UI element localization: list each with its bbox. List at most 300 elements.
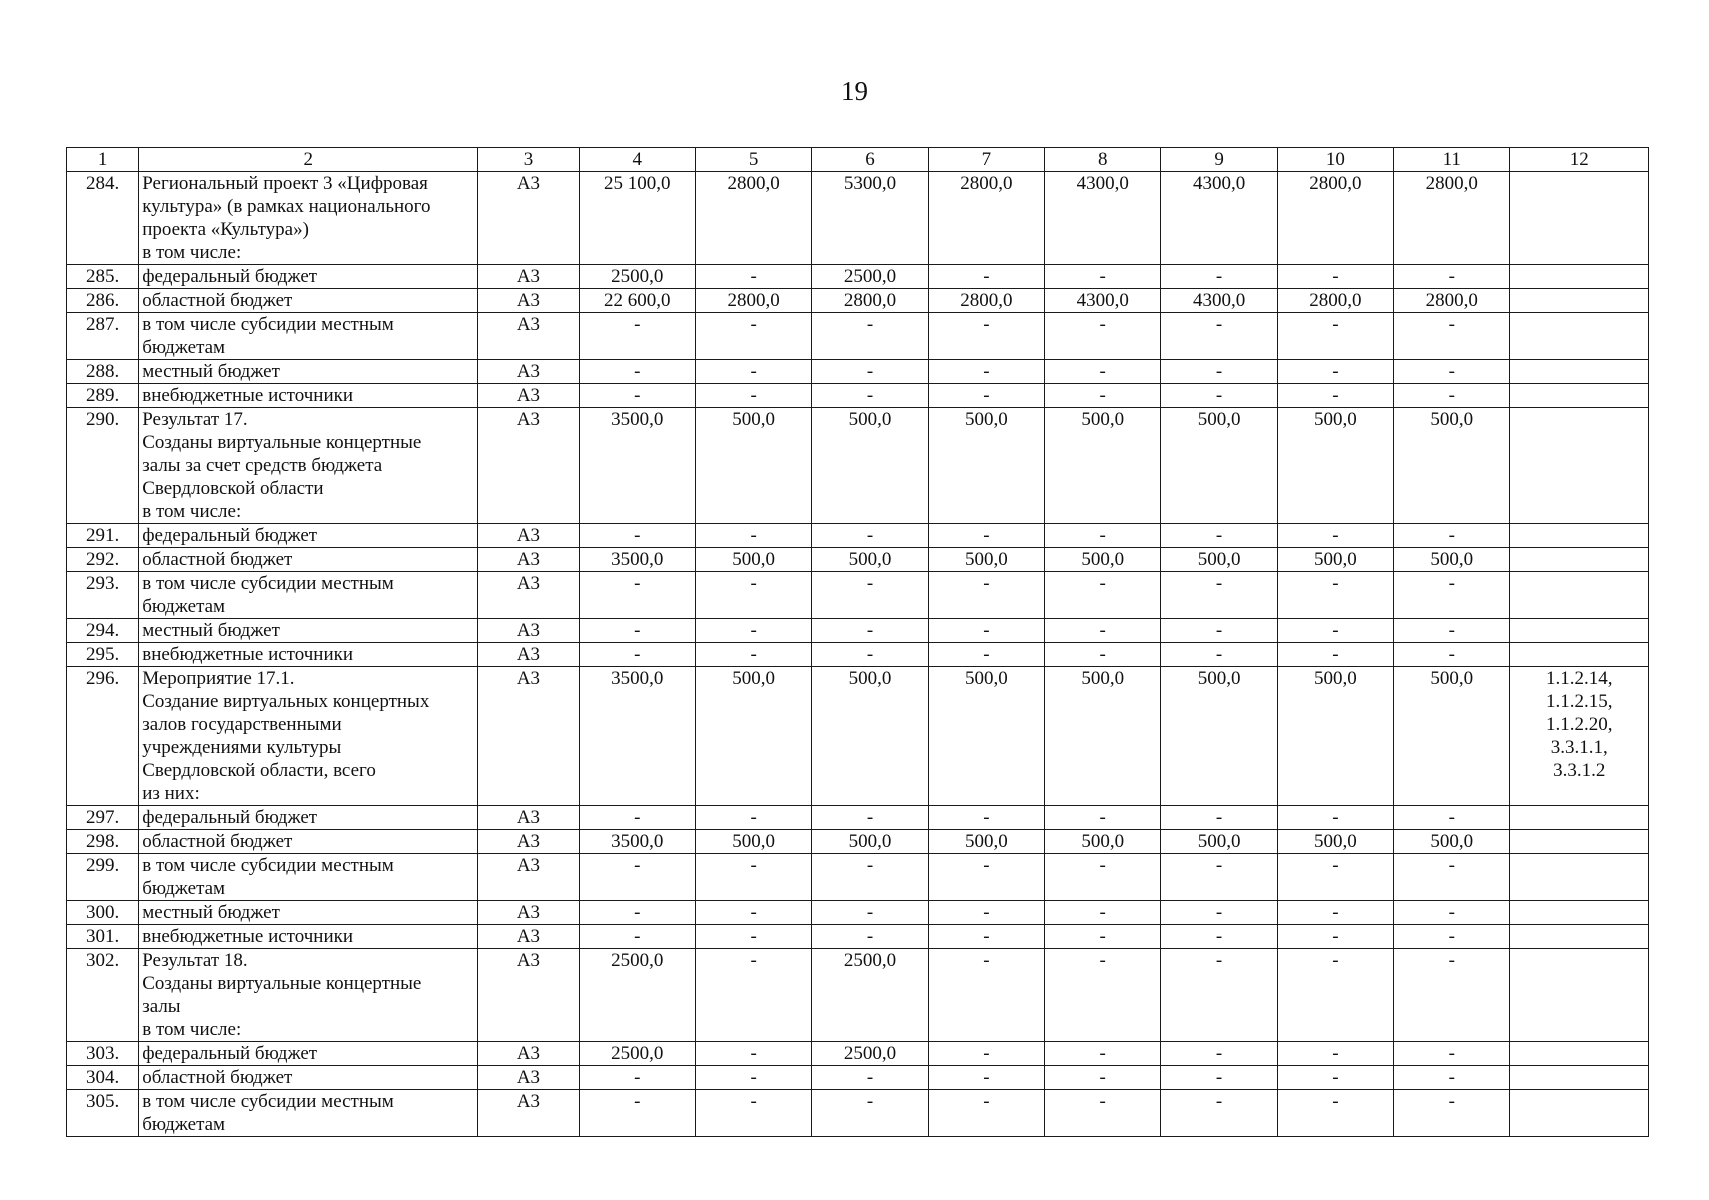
row-reference-cell — [1510, 1066, 1649, 1090]
value-cell: 500,0 — [1394, 408, 1510, 524]
value-cell: 3500,0 — [579, 667, 695, 806]
value-cell: - — [695, 901, 811, 925]
row-reference-cell — [1510, 572, 1649, 619]
value-cell: 500,0 — [1277, 667, 1393, 806]
value-cell: 22 600,0 — [579, 289, 695, 313]
row-name-cell: федеральный бюджет — [139, 806, 478, 830]
value-cell: - — [1277, 619, 1393, 643]
value-cell: - — [928, 384, 1044, 408]
table-row — [67, 667, 1649, 806]
value-cell: - — [1161, 1066, 1277, 1090]
column-header: 3 — [478, 148, 579, 172]
value-cell: - — [1045, 1066, 1161, 1090]
row-code-cell: А3 — [478, 1042, 579, 1066]
value-cell: 2800,0 — [812, 289, 928, 313]
value-cell: 2500,0 — [812, 949, 928, 1042]
value-cell: - — [579, 854, 695, 901]
value-cell: - — [1394, 313, 1510, 360]
row-name-cell: в том числе субсидии местным бюджетам — [139, 313, 478, 360]
value-cell: 2800,0 — [695, 172, 811, 265]
value-cell: 2800,0 — [1277, 289, 1393, 313]
row-name-cell: местный бюджет — [139, 901, 478, 925]
value-cell: - — [1045, 619, 1161, 643]
value-cell: - — [812, 384, 928, 408]
value-cell: 2500,0 — [812, 1042, 928, 1066]
value-cell: - — [1394, 384, 1510, 408]
table-row — [67, 524, 1649, 548]
row-reference-cell — [1510, 619, 1649, 643]
row-number-cell: 295. — [67, 643, 139, 667]
row-code-cell: А3 — [478, 313, 579, 360]
table-row — [67, 949, 1649, 1042]
value-cell: - — [1394, 1042, 1510, 1066]
value-cell: - — [579, 313, 695, 360]
row-reference-cell — [1510, 360, 1649, 384]
value-cell: - — [695, 806, 811, 830]
value-cell: - — [1394, 360, 1510, 384]
value-cell: 500,0 — [1045, 408, 1161, 524]
value-cell: - — [695, 619, 811, 643]
row-code-cell: А3 — [478, 854, 579, 901]
row-number-cell: 285. — [67, 265, 139, 289]
value-cell: - — [695, 360, 811, 384]
row-reference-cell — [1510, 925, 1649, 949]
row-number-cell: 296. — [67, 667, 139, 806]
value-cell: - — [695, 384, 811, 408]
value-cell: - — [1277, 265, 1393, 289]
value-cell: - — [1161, 854, 1277, 901]
row-name-cell: областной бюджет — [139, 1066, 478, 1090]
row-reference-cell — [1510, 806, 1649, 830]
value-cell: 500,0 — [928, 548, 1044, 572]
row-reference-cell — [1510, 384, 1649, 408]
value-cell: 4300,0 — [1161, 289, 1277, 313]
column-header: 9 — [1161, 148, 1277, 172]
value-cell: 500,0 — [812, 548, 928, 572]
value-cell: - — [928, 572, 1044, 619]
value-cell: - — [1161, 925, 1277, 949]
value-cell: - — [579, 643, 695, 667]
value-cell: - — [1277, 313, 1393, 360]
row-code-cell: А3 — [478, 524, 579, 548]
table-row — [67, 1090, 1649, 1137]
value-cell: - — [928, 265, 1044, 289]
value-cell: 500,0 — [1394, 830, 1510, 854]
row-number-cell: 305. — [67, 1090, 139, 1137]
row-code-cell: А3 — [478, 1066, 579, 1090]
column-header: 12 — [1510, 148, 1649, 172]
column-header: 1 — [67, 148, 139, 172]
value-cell: - — [928, 1090, 1044, 1137]
value-cell: 4300,0 — [1161, 172, 1277, 265]
table-body — [67, 172, 1649, 1137]
value-cell: - — [579, 572, 695, 619]
value-cell: 500,0 — [1161, 667, 1277, 806]
row-name-cell: местный бюджет — [139, 619, 478, 643]
row-reference-cell — [1510, 854, 1649, 901]
value-cell: - — [1161, 901, 1277, 925]
row-number-cell: 284. — [67, 172, 139, 265]
value-cell: 2500,0 — [812, 265, 928, 289]
value-cell: - — [1394, 619, 1510, 643]
row-code-cell: А3 — [478, 925, 579, 949]
row-name-cell: внебюджетные источники — [139, 925, 478, 949]
table-row — [67, 1042, 1649, 1066]
value-cell: 500,0 — [928, 667, 1044, 806]
row-code-cell: А3 — [478, 619, 579, 643]
value-cell: - — [579, 1066, 695, 1090]
row-reference-cell — [1510, 408, 1649, 524]
value-cell: - — [812, 572, 928, 619]
value-cell: - — [812, 854, 928, 901]
value-cell: 500,0 — [1161, 830, 1277, 854]
value-cell: - — [1161, 619, 1277, 643]
value-cell: - — [695, 1042, 811, 1066]
row-number-cell: 286. — [67, 289, 139, 313]
value-cell: - — [1045, 1042, 1161, 1066]
value-cell: - — [579, 524, 695, 548]
value-cell: 500,0 — [928, 408, 1044, 524]
value-cell: - — [1394, 854, 1510, 901]
table-row — [67, 925, 1649, 949]
value-cell: - — [928, 806, 1044, 830]
value-cell: 500,0 — [1161, 548, 1277, 572]
value-cell: - — [812, 1090, 928, 1137]
value-cell: - — [812, 313, 928, 360]
value-cell: - — [1045, 901, 1161, 925]
value-cell: 2500,0 — [579, 949, 695, 1042]
table-row — [67, 289, 1649, 313]
row-number-cell: 288. — [67, 360, 139, 384]
row-name-cell: местный бюджет — [139, 360, 478, 384]
table-row — [67, 806, 1649, 830]
row-code-cell: А3 — [478, 667, 579, 806]
row-code-cell: А3 — [478, 548, 579, 572]
column-number-row — [67, 148, 1649, 172]
row-code-cell: А3 — [478, 360, 579, 384]
row-name-cell: федеральный бюджет — [139, 265, 478, 289]
value-cell: 2800,0 — [928, 289, 1044, 313]
page-number: 19 — [841, 76, 868, 106]
row-reference-cell: 1.1.2.14, 1.1.2.15, 1.1.2.20, 3.3.1.1, 3.3.1.2 — [1510, 667, 1649, 806]
table-row — [67, 384, 1649, 408]
row-reference-cell — [1510, 289, 1649, 313]
row-reference-cell — [1510, 901, 1649, 925]
table-header — [67, 148, 1649, 172]
value-cell: - — [1277, 524, 1393, 548]
value-cell: - — [928, 643, 1044, 667]
table-row — [67, 619, 1649, 643]
value-cell: - — [812, 524, 928, 548]
value-cell: - — [695, 854, 811, 901]
value-cell: - — [1161, 265, 1277, 289]
value-cell: 500,0 — [1277, 548, 1393, 572]
column-header: 7 — [928, 148, 1044, 172]
value-cell: - — [1394, 806, 1510, 830]
value-cell: - — [1277, 901, 1393, 925]
value-cell: - — [1394, 524, 1510, 548]
value-cell: 3500,0 — [579, 408, 695, 524]
value-cell: - — [812, 360, 928, 384]
value-cell: - — [579, 925, 695, 949]
value-cell: - — [695, 643, 811, 667]
value-cell: 500,0 — [812, 408, 928, 524]
value-cell: 500,0 — [812, 830, 928, 854]
value-cell: - — [1277, 1066, 1393, 1090]
row-name-cell: федеральный бюджет — [139, 1042, 478, 1066]
value-cell: - — [1045, 643, 1161, 667]
value-cell: - — [812, 901, 928, 925]
value-cell: 2500,0 — [579, 1042, 695, 1066]
row-reference-cell — [1510, 1042, 1649, 1066]
value-cell: - — [1161, 384, 1277, 408]
table-row — [67, 265, 1649, 289]
value-cell: 500,0 — [1161, 408, 1277, 524]
value-cell: - — [695, 265, 811, 289]
row-name-cell: областной бюджет — [139, 548, 478, 572]
row-number-cell: 293. — [67, 572, 139, 619]
value-cell: - — [1277, 384, 1393, 408]
value-cell: - — [1394, 1090, 1510, 1137]
table-row — [67, 901, 1649, 925]
value-cell: - — [1161, 949, 1277, 1042]
value-cell: 500,0 — [695, 548, 811, 572]
value-cell: - — [579, 1090, 695, 1137]
row-code-cell: А3 — [478, 1090, 579, 1137]
row-code-cell: А3 — [478, 572, 579, 619]
value-cell: - — [579, 360, 695, 384]
row-reference-cell — [1510, 548, 1649, 572]
column-header: 2 — [139, 148, 478, 172]
value-cell: - — [928, 901, 1044, 925]
value-cell: 500,0 — [695, 408, 811, 524]
value-cell: - — [928, 854, 1044, 901]
value-cell: 4300,0 — [1045, 172, 1161, 265]
value-cell: - — [1277, 854, 1393, 901]
row-number-cell: 292. — [67, 548, 139, 572]
row-code-cell: А3 — [478, 265, 579, 289]
value-cell: - — [1161, 1042, 1277, 1066]
value-cell: 4300,0 — [1045, 289, 1161, 313]
row-number-cell: 302. — [67, 949, 139, 1042]
row-number-cell: 301. — [67, 925, 139, 949]
value-cell: - — [1394, 1066, 1510, 1090]
row-name-cell: в том числе субсидии местным бюджетам — [139, 854, 478, 901]
value-cell: 500,0 — [695, 830, 811, 854]
value-cell: - — [1161, 572, 1277, 619]
value-cell: - — [1045, 854, 1161, 901]
value-cell: - — [695, 949, 811, 1042]
value-cell: - — [1277, 572, 1393, 619]
value-cell: - — [1045, 313, 1161, 360]
row-code-cell: А3 — [478, 806, 579, 830]
value-cell: 500,0 — [695, 667, 811, 806]
value-cell: - — [928, 619, 1044, 643]
row-code-cell: А3 — [478, 384, 579, 408]
value-cell: - — [928, 925, 1044, 949]
value-cell: - — [579, 806, 695, 830]
value-cell: - — [928, 524, 1044, 548]
row-reference-cell — [1510, 949, 1649, 1042]
value-cell: - — [1394, 265, 1510, 289]
value-cell: - — [1045, 360, 1161, 384]
value-cell: - — [928, 313, 1044, 360]
value-cell: - — [812, 925, 928, 949]
table-row — [67, 313, 1649, 360]
table-row — [67, 854, 1649, 901]
value-cell: - — [579, 384, 695, 408]
value-cell: 2800,0 — [1394, 289, 1510, 313]
value-cell: 3500,0 — [579, 548, 695, 572]
value-cell: - — [812, 1066, 928, 1090]
row-name-cell: областной бюджет — [139, 289, 478, 313]
row-number-cell: 290. — [67, 408, 139, 524]
row-name-cell: внебюджетные источники — [139, 643, 478, 667]
value-cell: - — [579, 619, 695, 643]
row-name-cell: в том числе субсидии местным бюджетам — [139, 572, 478, 619]
value-cell: - — [1277, 1090, 1393, 1137]
value-cell: - — [1045, 949, 1161, 1042]
row-name-cell: Региональный проект 3 «Цифровая культура» (в рамках национального проекта «Культура») в том числе: — [139, 172, 478, 265]
value-cell: 500,0 — [1045, 667, 1161, 806]
row-name-cell: в том числе субсидии местным бюджетам — [139, 1090, 478, 1137]
value-cell: - — [1277, 643, 1393, 667]
row-code-cell: А3 — [478, 830, 579, 854]
row-number-cell: 289. — [67, 384, 139, 408]
value-cell: 3500,0 — [579, 830, 695, 854]
row-number-cell: 287. — [67, 313, 139, 360]
row-name-cell: Мероприятие 17.1. Создание виртуальных концертных залов государственными учреждениями культуры Свердловской области, всего из них: — [139, 667, 478, 806]
value-cell: - — [1045, 265, 1161, 289]
table-row — [67, 360, 1649, 384]
budget-table — [66, 147, 1649, 1137]
column-header: 10 — [1277, 148, 1393, 172]
row-code-cell: А3 — [478, 949, 579, 1042]
table-row — [67, 548, 1649, 572]
value-cell: - — [1045, 384, 1161, 408]
table-row — [67, 572, 1649, 619]
value-cell: - — [1161, 524, 1277, 548]
row-code-cell: А3 — [478, 172, 579, 265]
row-name-cell: внебюджетные источники — [139, 384, 478, 408]
value-cell: - — [1394, 572, 1510, 619]
value-cell: - — [1394, 901, 1510, 925]
value-cell: 5300,0 — [812, 172, 928, 265]
value-cell: - — [1161, 643, 1277, 667]
row-name-cell: Результат 17. Созданы виртуальные концертные залы за счет средств бюджета Свердловской области в том числе: — [139, 408, 478, 524]
row-number-cell: 291. — [67, 524, 139, 548]
value-cell: - — [1277, 806, 1393, 830]
value-cell: - — [1277, 360, 1393, 384]
row-reference-cell — [1510, 643, 1649, 667]
row-code-cell: А3 — [478, 643, 579, 667]
table-row — [67, 408, 1649, 524]
row-number-cell: 297. — [67, 806, 139, 830]
value-cell: - — [1161, 360, 1277, 384]
row-number-cell: 304. — [67, 1066, 139, 1090]
row-number-cell: 294. — [67, 619, 139, 643]
value-cell: - — [1045, 572, 1161, 619]
value-cell: - — [695, 1090, 811, 1137]
row-code-cell: А3 — [478, 901, 579, 925]
column-header: 5 — [695, 148, 811, 172]
value-cell: - — [1394, 643, 1510, 667]
value-cell: 500,0 — [1394, 667, 1510, 806]
value-cell: 500,0 — [812, 667, 928, 806]
column-header: 4 — [579, 148, 695, 172]
value-cell: 2800,0 — [928, 172, 1044, 265]
value-cell: - — [1277, 1042, 1393, 1066]
value-cell: - — [695, 1066, 811, 1090]
row-code-cell: А3 — [478, 289, 579, 313]
value-cell: 500,0 — [1045, 830, 1161, 854]
value-cell: - — [695, 313, 811, 360]
value-cell: - — [1045, 806, 1161, 830]
value-cell: - — [928, 1042, 1044, 1066]
value-cell: - — [695, 925, 811, 949]
value-cell: 500,0 — [1045, 548, 1161, 572]
column-header: 11 — [1394, 148, 1510, 172]
value-cell: - — [928, 949, 1044, 1042]
table-row — [67, 172, 1649, 265]
value-cell: - — [812, 806, 928, 830]
value-cell: 2800,0 — [1277, 172, 1393, 265]
row-reference-cell — [1510, 313, 1649, 360]
value-cell: 2500,0 — [579, 265, 695, 289]
value-cell: - — [1161, 1090, 1277, 1137]
table-row — [67, 1066, 1649, 1090]
value-cell: - — [812, 643, 928, 667]
table-row — [67, 643, 1649, 667]
value-cell: - — [1161, 313, 1277, 360]
row-number-cell: 298. — [67, 830, 139, 854]
value-cell: - — [1394, 925, 1510, 949]
value-cell: - — [695, 572, 811, 619]
value-cell: - — [1277, 925, 1393, 949]
table-row — [67, 830, 1649, 854]
value-cell: 500,0 — [1277, 408, 1393, 524]
row-number-cell: 299. — [67, 854, 139, 901]
value-cell: 2800,0 — [695, 289, 811, 313]
value-cell: - — [1045, 1090, 1161, 1137]
value-cell: 500,0 — [1394, 548, 1510, 572]
value-cell: - — [1277, 949, 1393, 1042]
value-cell: - — [1161, 806, 1277, 830]
value-cell: - — [1045, 925, 1161, 949]
row-reference-cell — [1510, 1090, 1649, 1137]
row-number-cell: 300. — [67, 901, 139, 925]
row-name-cell: Результат 18. Созданы виртуальные концертные залы в том числе: — [139, 949, 478, 1042]
value-cell: 500,0 — [1277, 830, 1393, 854]
row-name-cell: областной бюджет — [139, 830, 478, 854]
value-cell: - — [1045, 524, 1161, 548]
value-cell: - — [928, 1066, 1044, 1090]
row-reference-cell — [1510, 265, 1649, 289]
row-reference-cell — [1510, 172, 1649, 265]
row-number-cell: 303. — [67, 1042, 139, 1066]
value-cell: 25 100,0 — [579, 172, 695, 265]
row-reference-cell — [1510, 524, 1649, 548]
value-cell: - — [928, 360, 1044, 384]
value-cell: 500,0 — [928, 830, 1044, 854]
row-name-cell: федеральный бюджет — [139, 524, 478, 548]
column-header: 8 — [1045, 148, 1161, 172]
column-header: 6 — [812, 148, 928, 172]
value-cell: - — [579, 901, 695, 925]
value-cell: - — [1394, 949, 1510, 1042]
value-cell: - — [812, 619, 928, 643]
value-cell: - — [695, 524, 811, 548]
